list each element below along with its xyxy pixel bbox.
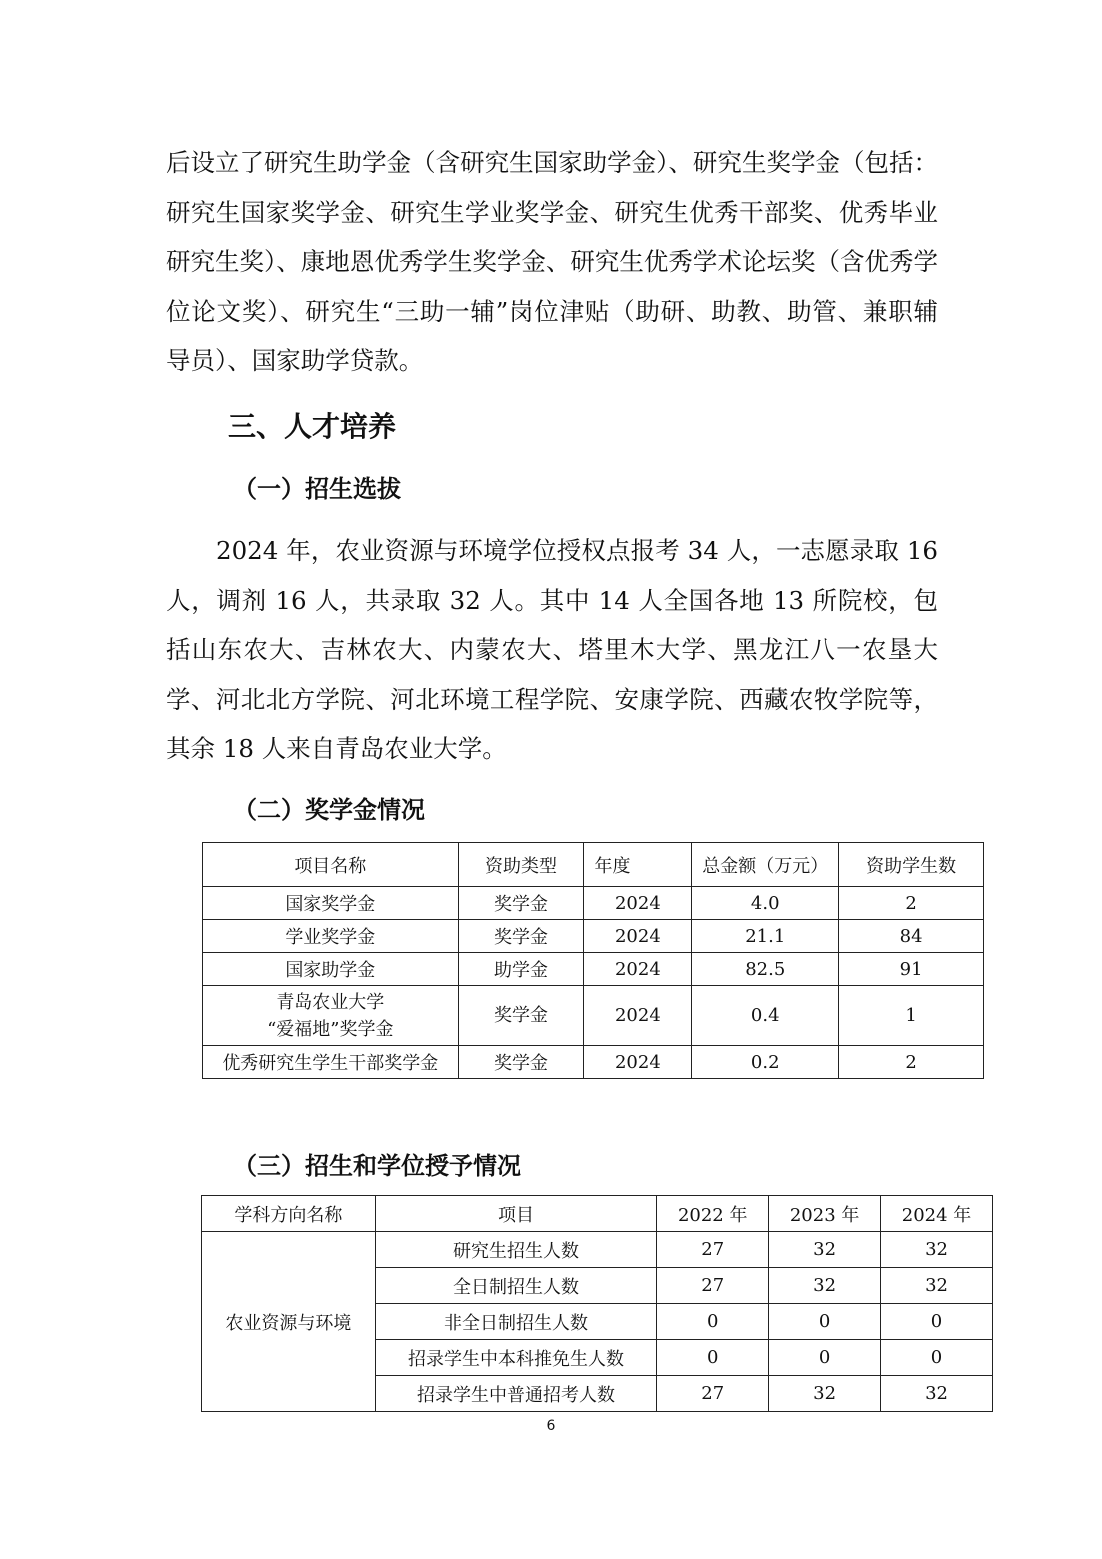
cell-type: 奖学金 (458, 1046, 584, 1079)
column-header: 资助类型 (458, 843, 584, 887)
cell-2024: 0 (881, 1340, 993, 1376)
cell-2023: 32 (769, 1376, 881, 1412)
table-row (203, 920, 984, 953)
table-row (203, 986, 984, 1046)
section-heading-talent-cultivation: 三、人才培养 (228, 410, 397, 443)
column-header: 项目 (375, 1196, 657, 1232)
cell-count: 2 (839, 887, 984, 920)
cell-type: 奖学金 (458, 986, 584, 1046)
cell-2024: 32 (881, 1232, 993, 1268)
column-header: 项目名称 (203, 843, 459, 887)
admission-degree-table (201, 1195, 993, 1412)
table-row (203, 1046, 984, 1079)
cell-count: 1 (839, 986, 984, 1046)
cell-name: 学业奖学金 (203, 920, 459, 953)
subheading-admission-selection: （一）招生选拔 (233, 475, 401, 503)
cell-2023: 32 (769, 1232, 881, 1268)
cell-item: 招录学生中本科推免生人数 (375, 1340, 657, 1376)
cell-count: 84 (839, 920, 984, 953)
cell-year: 2024 (584, 920, 692, 953)
subheading-scholarship: （二）奖学金情况 (233, 796, 425, 824)
column-header: 2023 年 (769, 1196, 881, 1232)
cell-2024: 32 (881, 1268, 993, 1304)
cell-2022: 27 (657, 1232, 769, 1268)
column-header: 2022 年 (657, 1196, 769, 1232)
cell-type: 助学金 (458, 953, 584, 986)
cell-2023: 0 (769, 1340, 881, 1376)
cell-2022: 0 (657, 1340, 769, 1376)
cell-item: 全日制招生人数 (375, 1268, 657, 1304)
cell-name: 国家奖学金 (203, 887, 459, 920)
cell-amount: 82.5 (692, 953, 839, 986)
table-row (203, 887, 984, 920)
cell-type: 奖学金 (458, 920, 584, 953)
cell-year: 2024 (584, 1046, 692, 1079)
table-row (202, 1232, 993, 1268)
cell-item: 研究生招生人数 (375, 1232, 657, 1268)
paragraph-admission-2024: 2024 年，农业资源与环境学位授权点报考 34 人，一志愿录取 16 人，调剂 16 人，共录取 32 人。其中 14 人全国各地 13 所院校，包括山东农大、吉林农大、内蒙农大、塔里木大学、黑龙江八一农垦大学、河北北方学院、河北环境工程学院、安康学院、西藏农牧学院等，其余 18 人来自青岛农业大学。 (166, 536, 938, 764)
table-header-row (203, 843, 984, 887)
cell-name: 优秀研究生学生干部奖学金 (203, 1046, 459, 1079)
cell-count: 2 (839, 1046, 984, 1079)
cell-name-line: 青岛农业大学 (276, 991, 385, 1013)
cell-amount: 4.0 (692, 887, 839, 920)
cell-year: 2024 (584, 986, 692, 1046)
table-row (203, 953, 984, 986)
cell-year: 2024 (584, 953, 692, 986)
cell-2023: 32 (769, 1268, 881, 1304)
cell-2024: 0 (881, 1304, 993, 1340)
column-header: 年度 (584, 843, 692, 887)
cell-2022: 27 (657, 1268, 769, 1304)
cell-count: 91 (839, 953, 984, 986)
table-header-row (202, 1196, 993, 1232)
cell-amount: 0.4 (692, 986, 839, 1046)
cell-amount: 21.1 (692, 920, 839, 953)
cell-discipline: 农业资源与环境 (202, 1232, 376, 1412)
subheading-admission-degree: （三）招生和学位授予情况 (233, 1152, 521, 1180)
column-header: 2024 年 (881, 1196, 993, 1232)
cell-2024: 32 (881, 1376, 993, 1412)
cell-item: 非全日制招生人数 (375, 1304, 657, 1340)
column-header: 资助学生数 (839, 843, 984, 887)
cell-2023: 0 (769, 1304, 881, 1340)
cell-type: 奖学金 (458, 887, 584, 920)
paragraph-funding-system: 后设立了研究生助学金（含研究生国家助学金）、研究生奖学金（包括：研究生国家奖学金、研究生学业奖学金、研究生优秀干部奖、优秀毕业研究生奖）、康地恩优秀学生奖学金、研究生优秀学术论坛奖（含优秀学位论文奖）、研究生“三助一辅”岗位津贴（助研、助教、助管、兼职辅导员）、国家助学贷款。 (166, 148, 938, 376)
cell-2022: 27 (657, 1376, 769, 1412)
cell-name (203, 986, 459, 1046)
cell-name-line: “爱福地”奖学金 (267, 1018, 394, 1040)
cell-2022: 0 (657, 1304, 769, 1340)
cell-year: 2024 (584, 887, 692, 920)
cell-name: 国家助学金 (203, 953, 459, 986)
scholarship-table (202, 842, 984, 1079)
cell-item: 招录学生中普通招考人数 (375, 1376, 657, 1412)
column-header: 学科方向名称 (202, 1196, 376, 1232)
column-header: 总金额（万元） (692, 843, 839, 887)
cell-amount: 0.2 (692, 1046, 839, 1079)
page-number: 6 (546, 1418, 556, 1434)
